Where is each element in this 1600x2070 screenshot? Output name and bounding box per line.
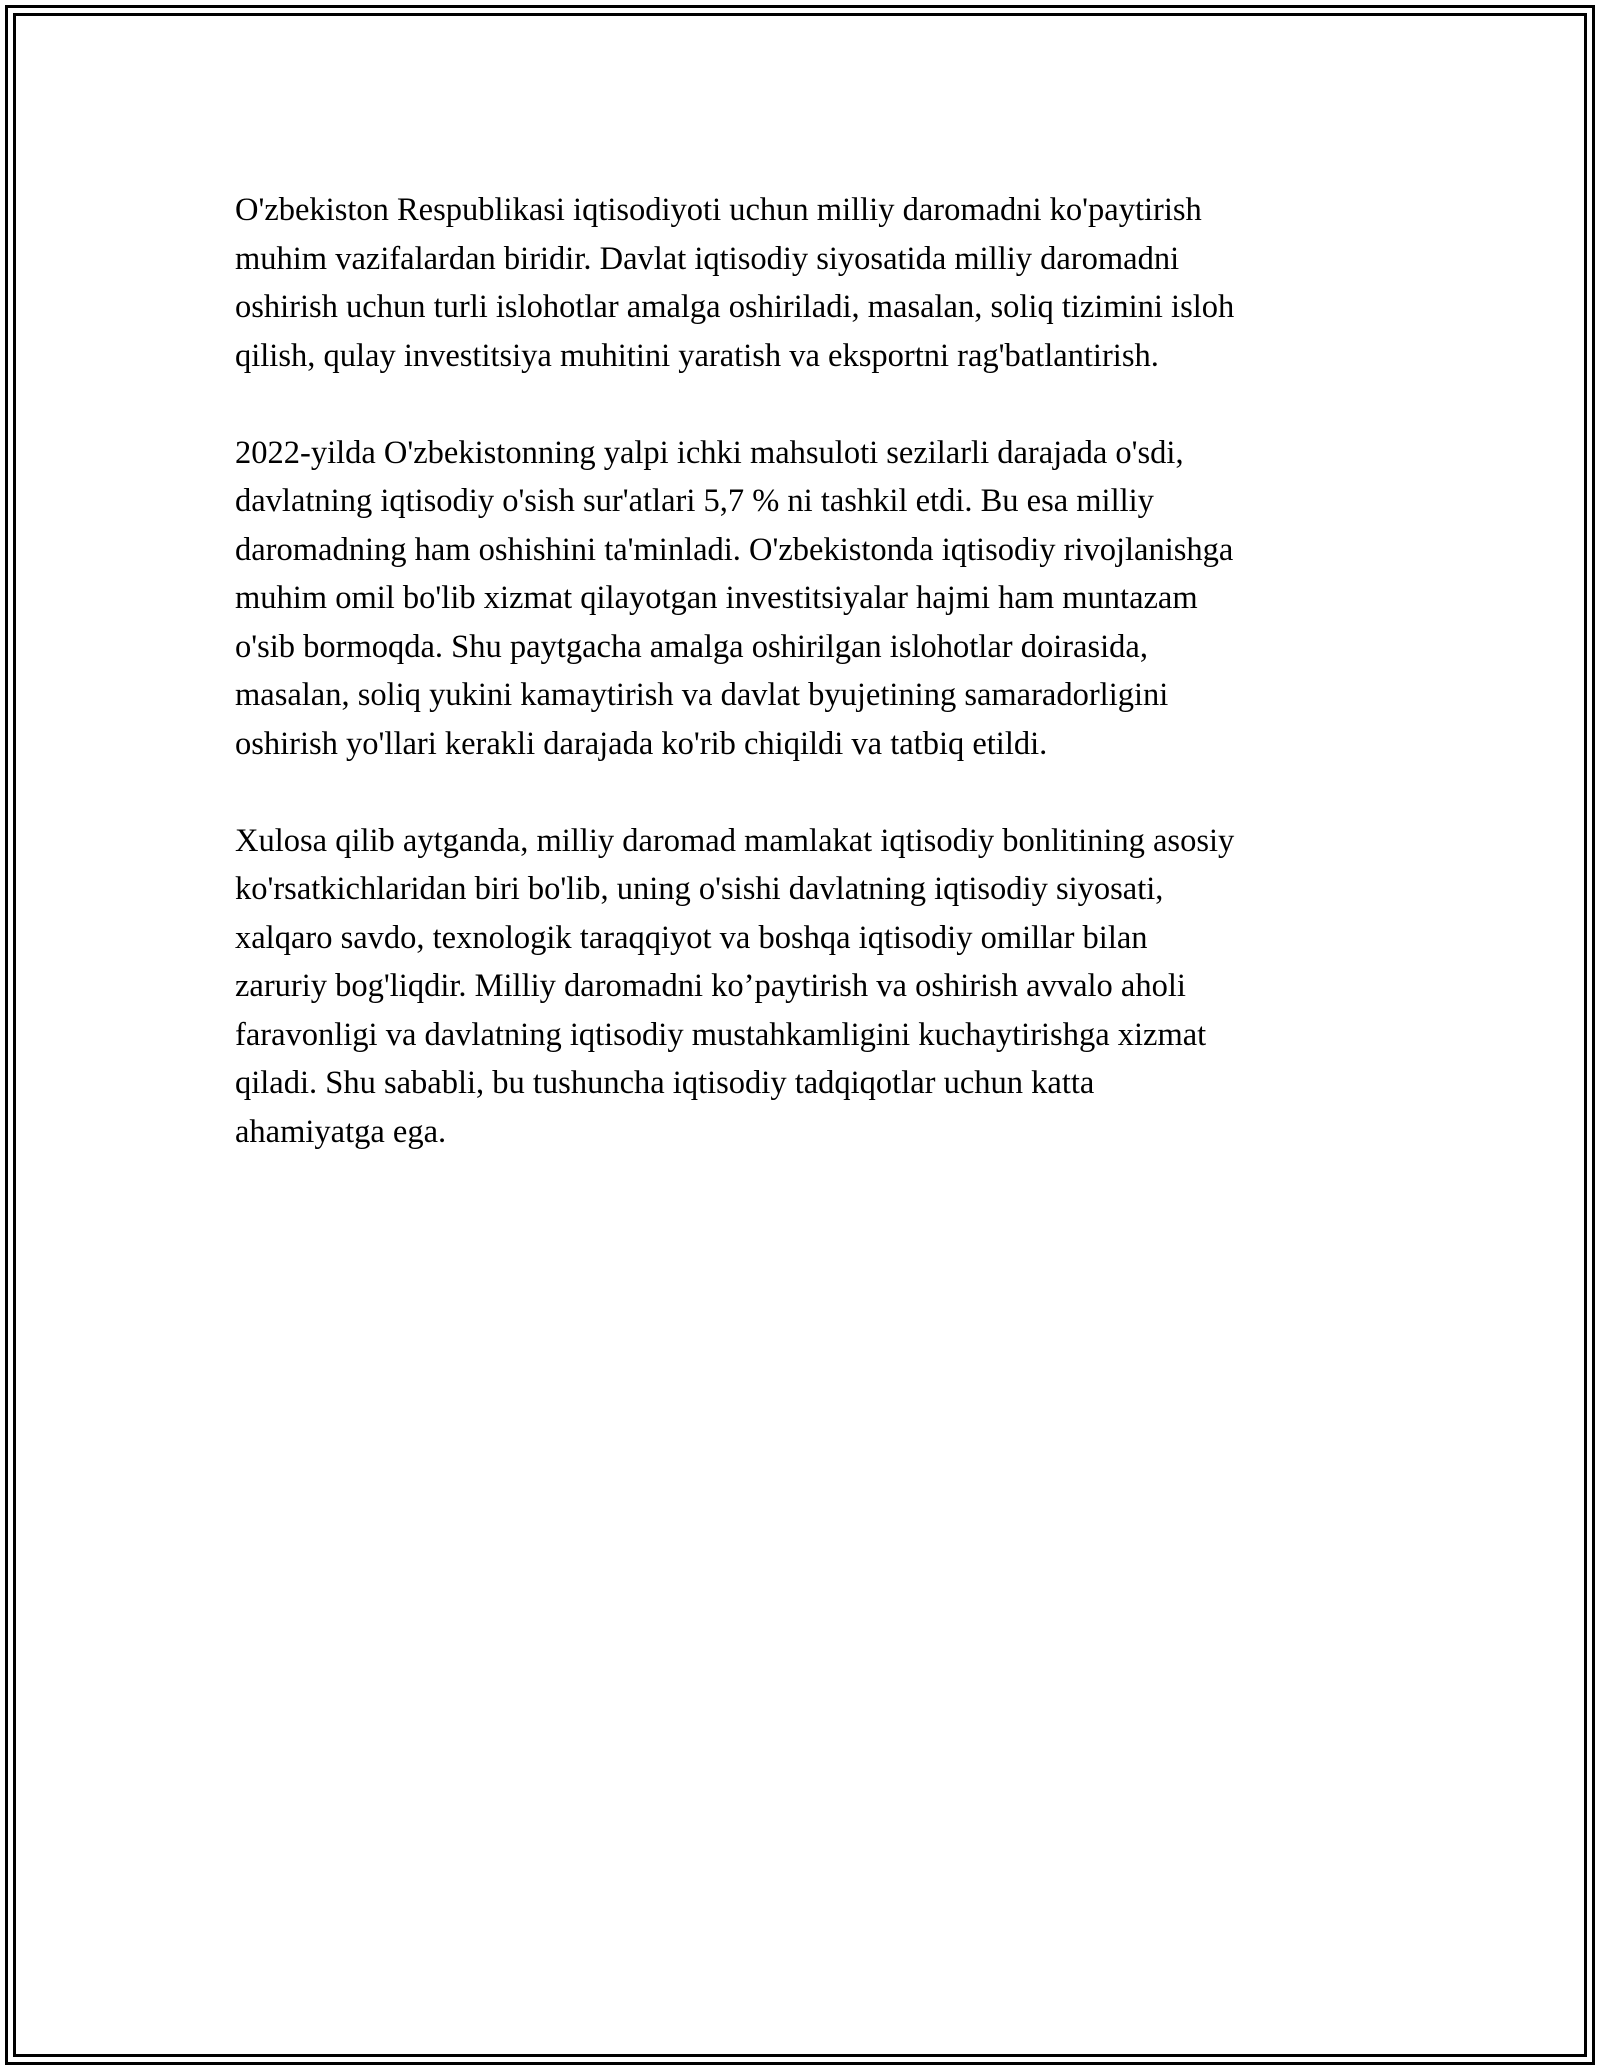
paragraph-1 bbox=[235, 186, 1375, 380]
text-line: oshirish yo'llari kerakli darajada ko'rib chiqildi va tatbiq etildi. bbox=[235, 725, 1048, 762]
text-line: ko'rsatkichlaridan biri bo'lib, uning o'sishi davlatning iqtisodiy siyosati, bbox=[235, 871, 1164, 907]
text-line: muhim vazifalardan biridir. Davlat iqtisodiy siyosatida milliy daromadni bbox=[235, 240, 1180, 277]
text-line: masalan, soliq yukini kamaytirish va davlat byujetining samaradorligini bbox=[235, 677, 1169, 713]
text-line: qiladi. Shu sababli, bu tushuncha iqtisodiy tadqiqotlar uchun katta bbox=[235, 1065, 1095, 1101]
text-line: faravonligi va davlatning iqtisodiy mustahkamligini kuchaytirishga xizmat bbox=[235, 1016, 1207, 1053]
text-line: Xulosa qilib aytganda, milliy daromad mamlakat iqtisodiy bonlitining asosiy bbox=[235, 822, 1235, 859]
text-line: daromadning ham oshishini ta'minladi. O'zbekistonda iqtisodiy rivojlanishga bbox=[235, 531, 1234, 568]
text-line: qilish, qulay investitsiya muhitini yaratish va eksportni rag'batlantirish. bbox=[235, 337, 1159, 374]
text-line: O'zbekiston Respublikasi iqtisodiyoti uchun milliy daromadni ko'paytirish bbox=[235, 192, 1202, 228]
text-line: zaruriy bog'liqdir. Milliy daromadni ko’paytirish va oshirish avvalo aholi bbox=[235, 968, 1186, 1004]
document-body bbox=[235, 186, 1375, 1205]
text-line: oshirish uchun turli islohotlar amalga oshiriladi, masalan, soliq tizimini isloh bbox=[235, 289, 1235, 325]
text-line: o'sib bormoqda. Shu paytgacha amalga oshirilgan islohotlar doirasida, bbox=[235, 628, 1148, 665]
text-line: davlatning iqtisodiy o'sish sur'atlari 5,7 % ni tashkil etdi. Bu esa milliy bbox=[235, 483, 1154, 519]
text-line: muhim omil bo'lib xizmat qilayotgan investitsiyalar hajmi ham muntazam bbox=[235, 580, 1198, 616]
text-line: 2022-yilda O'zbekistonning yalpi ichki mahsuloti sezilarli darajada o'sdi, bbox=[235, 434, 1184, 471]
paragraph-2 bbox=[235, 429, 1375, 769]
paragraph-3 bbox=[235, 817, 1375, 1157]
text-line: xalqaro savdo, texnologik taraqqiyot va boshqa iqtisodiy omillar bilan bbox=[235, 919, 1148, 956]
text-line: ahamiyatga ega. bbox=[235, 1113, 447, 1150]
